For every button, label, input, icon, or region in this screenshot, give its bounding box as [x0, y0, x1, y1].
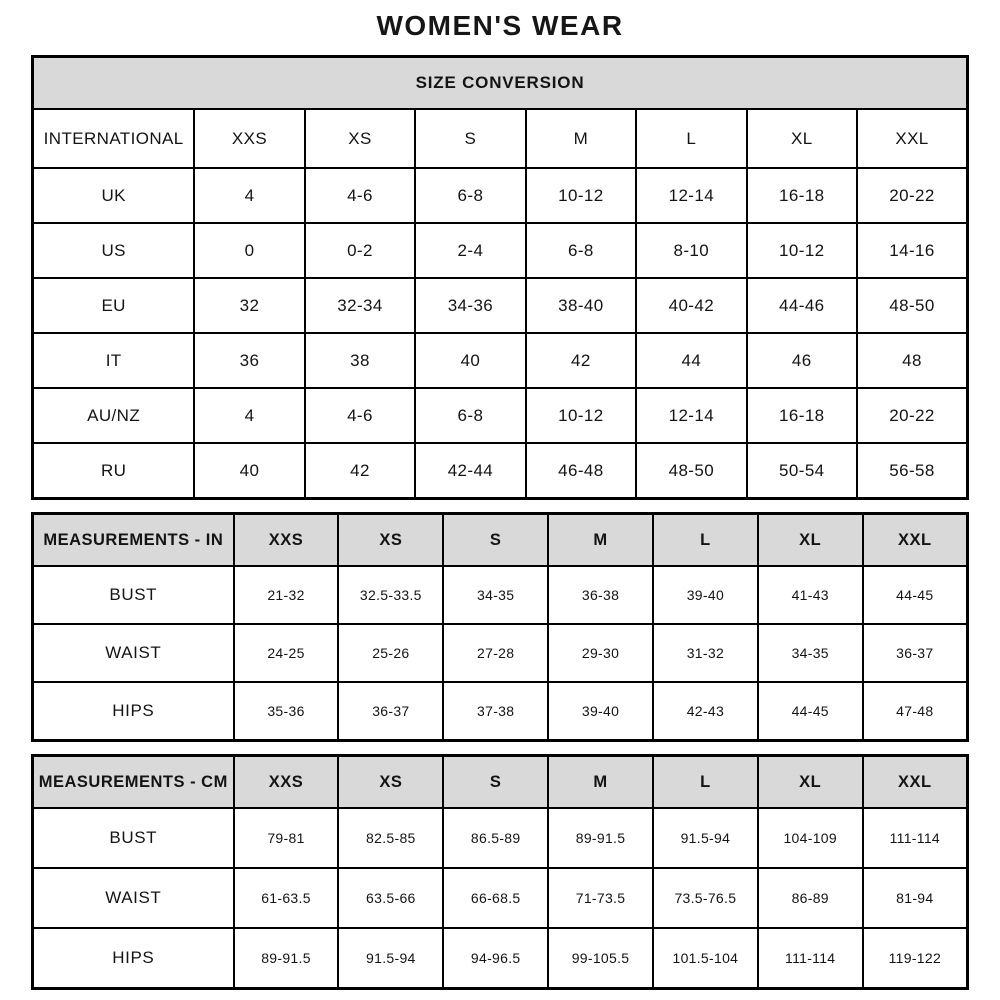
cell: 10-12	[526, 168, 636, 223]
table-row-waist-cm	[33, 868, 968, 928]
cell: 89-91.5	[548, 808, 653, 868]
size-conversion-table	[31, 55, 969, 500]
cell: 12-14	[636, 388, 746, 443]
col-header-xxs: XXS	[234, 756, 339, 809]
col-header-xxs: XXS	[234, 514, 339, 567]
col-header-xl: XL	[758, 756, 863, 809]
cell: 38-40	[526, 278, 636, 333]
cell: 48	[857, 333, 967, 388]
col-header-l: L	[636, 109, 746, 168]
cell: 42-43	[653, 682, 758, 741]
cell: 16-18	[747, 168, 857, 223]
cell: 50-54	[747, 443, 857, 499]
cell: 48-50	[636, 443, 746, 499]
row-label-bust: BUST	[33, 566, 234, 624]
col-header-xxs: XXS	[194, 109, 304, 168]
row-label-waist: WAIST	[33, 624, 234, 682]
cell: 27-28	[443, 624, 548, 682]
cell: 21-32	[234, 566, 339, 624]
col-header-xs: XS	[338, 514, 443, 567]
cell: 104-109	[758, 808, 863, 868]
col-header-s: S	[415, 109, 525, 168]
cell: 20-22	[857, 168, 967, 223]
row-label-ru: RU	[33, 443, 195, 499]
cell: 6-8	[415, 168, 525, 223]
cell: 39-40	[653, 566, 758, 624]
table-row-bust-cm	[33, 808, 968, 868]
cell: 44	[636, 333, 746, 388]
cell: 16-18	[747, 388, 857, 443]
cell: 91.5-94	[653, 808, 758, 868]
cell: 37-38	[443, 682, 548, 741]
cell: 10-12	[747, 223, 857, 278]
cell: 94-96.5	[443, 928, 548, 989]
cell: 56-58	[857, 443, 967, 499]
row-label-aunz: AU/NZ	[33, 388, 195, 443]
measurements-in-caption: MEASUREMENTS - IN	[33, 514, 234, 567]
cell: 86-89	[758, 868, 863, 928]
col-header-xxl: XXL	[857, 109, 967, 168]
cell: 0	[194, 223, 304, 278]
cell: 4	[194, 168, 304, 223]
row-label-hips: HIPS	[33, 928, 234, 989]
cell: 4	[194, 388, 304, 443]
col-header-xl: XL	[747, 109, 857, 168]
col-header-xs: XS	[338, 756, 443, 809]
cell: 4-6	[305, 388, 415, 443]
cell: 41-43	[758, 566, 863, 624]
cell: 32	[194, 278, 304, 333]
cell: 46	[747, 333, 857, 388]
table-row-hips-in	[33, 682, 968, 741]
col-header-s: S	[443, 756, 548, 809]
cell: 39-40	[548, 682, 653, 741]
table-row-it	[33, 333, 968, 388]
cell: 44-46	[747, 278, 857, 333]
col-header-xxl: XXL	[863, 514, 968, 567]
measurements-in-header-row	[33, 514, 968, 567]
cell: 99-105.5	[548, 928, 653, 989]
cell: 119-122	[863, 928, 968, 989]
cell: 6-8	[526, 223, 636, 278]
row-label-hips: HIPS	[33, 682, 234, 741]
cell: 40	[194, 443, 304, 499]
cell: 63.5-66	[338, 868, 443, 928]
cell: 42	[526, 333, 636, 388]
col-header-international: INTERNATIONAL	[33, 109, 195, 168]
table-row-uk	[33, 168, 968, 223]
cell: 20-22	[857, 388, 967, 443]
cell: 36-37	[338, 682, 443, 741]
cell: 6-8	[415, 388, 525, 443]
cell: 86.5-89	[443, 808, 548, 868]
cell: 42	[305, 443, 415, 499]
row-label-eu: EU	[33, 278, 195, 333]
table-row-aunz	[33, 388, 968, 443]
cell: 29-30	[548, 624, 653, 682]
cell: 46-48	[526, 443, 636, 499]
cell: 44-45	[758, 682, 863, 741]
cell: 111-114	[758, 928, 863, 989]
cell: 66-68.5	[443, 868, 548, 928]
size-conversion-header-row	[33, 109, 968, 168]
cell: 25-26	[338, 624, 443, 682]
cell: 38	[305, 333, 415, 388]
cell: 34-35	[758, 624, 863, 682]
table-row-bust-in	[33, 566, 968, 624]
cell: 12-14	[636, 168, 746, 223]
col-header-m: M	[548, 756, 653, 809]
row-label-it: IT	[33, 333, 195, 388]
col-header-s: S	[443, 514, 548, 567]
page-title: WOMEN'S WEAR	[376, 10, 624, 41]
table-row-hips-cm	[33, 928, 968, 989]
col-header-m: M	[526, 109, 636, 168]
table-row-eu	[33, 278, 968, 333]
size-conversion-caption: SIZE CONVERSION	[33, 57, 968, 110]
measurements-cm-header-row	[33, 756, 968, 809]
cell: 0-2	[305, 223, 415, 278]
cell: 42-44	[415, 443, 525, 499]
cell: 73.5-76.5	[653, 868, 758, 928]
cell: 91.5-94	[338, 928, 443, 989]
col-header-m: M	[548, 514, 653, 567]
cell: 48-50	[857, 278, 967, 333]
cell: 81-94	[863, 868, 968, 928]
row-label-us: US	[33, 223, 195, 278]
measurements-cm-caption: MEASUREMENTS - CM	[33, 756, 234, 809]
measurements-in-table	[31, 512, 969, 742]
cell: 8-10	[636, 223, 746, 278]
cell: 2-4	[415, 223, 525, 278]
cell: 24-25	[234, 624, 339, 682]
cell: 36-38	[548, 566, 653, 624]
table-row-us	[33, 223, 968, 278]
cell: 40-42	[636, 278, 746, 333]
cell: 40	[415, 333, 525, 388]
cell: 34-35	[443, 566, 548, 624]
col-header-l: L	[653, 514, 758, 567]
cell: 31-32	[653, 624, 758, 682]
cell: 4-6	[305, 168, 415, 223]
cell: 61-63.5	[234, 868, 339, 928]
table-row-ru	[33, 443, 968, 499]
cell: 10-12	[526, 388, 636, 443]
col-header-xxl: XXL	[863, 756, 968, 809]
col-header-xs: XS	[305, 109, 415, 168]
cell: 32-34	[305, 278, 415, 333]
table-row-waist-in	[33, 624, 968, 682]
cell: 79-81	[234, 808, 339, 868]
row-label-waist: WAIST	[33, 868, 234, 928]
cell: 32.5-33.5	[338, 566, 443, 624]
cell: 82.5-85	[338, 808, 443, 868]
cell: 89-91.5	[234, 928, 339, 989]
cell: 111-114	[863, 808, 968, 868]
cell: 71-73.5	[548, 868, 653, 928]
row-label-uk: UK	[33, 168, 195, 223]
cell: 14-16	[857, 223, 967, 278]
col-header-l: L	[653, 756, 758, 809]
row-label-bust: BUST	[33, 808, 234, 868]
cell: 47-48	[863, 682, 968, 741]
measurements-cm-table	[31, 754, 969, 990]
cell: 36	[194, 333, 304, 388]
cell: 36-37	[863, 624, 968, 682]
cell: 101.5-104	[653, 928, 758, 989]
cell: 34-36	[415, 278, 525, 333]
cell: 44-45	[863, 566, 968, 624]
cell: 35-36	[234, 682, 339, 741]
col-header-xl: XL	[758, 514, 863, 567]
